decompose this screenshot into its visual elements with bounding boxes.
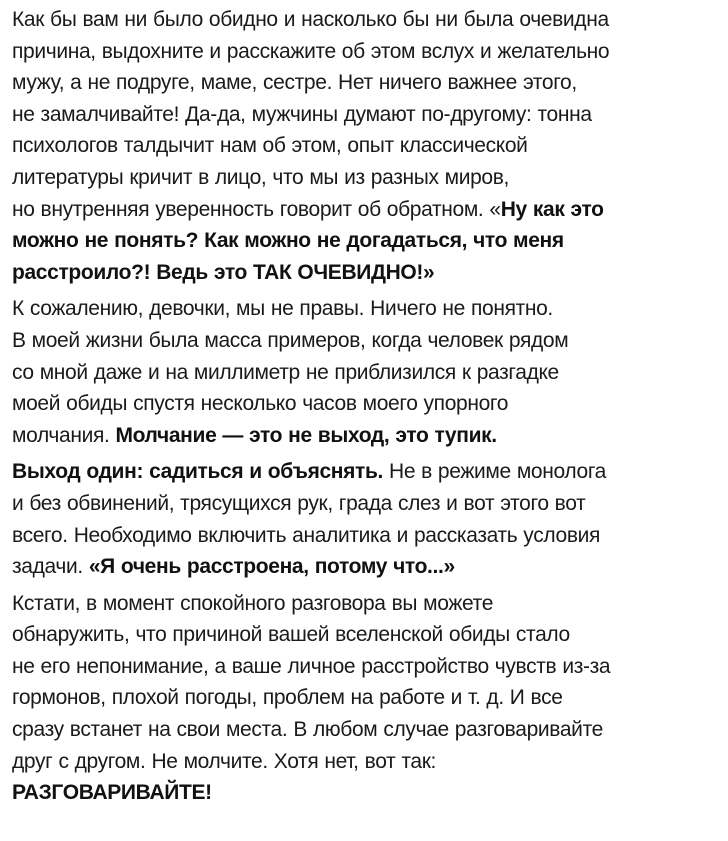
text-line — [12, 99, 724, 131]
text-segment: причина, выдохните и расскажите об этом вслух и желательно — [12, 39, 610, 63]
text-segment: со мной даже и на миллиметр не приблизился к разгадке — [12, 360, 559, 384]
text-segment: но внутренняя уверенность говорит об обратном. « — [12, 197, 501, 221]
text-line — [12, 420, 724, 452]
text-line — [12, 456, 724, 488]
text-line — [12, 325, 724, 357]
text-segment: не замалчивайте! Да-да, мужчины думают по-другому: тонна — [12, 102, 592, 126]
text-segment: молчания. — [12, 423, 116, 447]
text-line — [12, 520, 724, 552]
text-segment: Кстати, в момент спокойного разговора вы можете — [12, 591, 494, 615]
text-line — [12, 257, 724, 289]
text-line — [12, 194, 724, 226]
text-line — [12, 357, 724, 389]
text-segment: моей обиды спустя несколько часов моего упорного — [12, 392, 509, 416]
text-line — [12, 130, 724, 162]
article-body — [12, 4, 724, 814]
text-line — [12, 225, 724, 257]
text-line — [12, 388, 724, 420]
bold-text: РАЗГОВАРИВАЙТЕ! — [12, 781, 212, 805]
text-line — [12, 36, 724, 68]
text-line — [12, 4, 724, 36]
text-line — [12, 67, 724, 99]
text-line — [12, 551, 724, 583]
bold-text: расстроило?! Ведь это ТАК ОЧЕВИДНО!» — [12, 260, 435, 284]
bold-text: можно не понять? Как можно не догадаться, что меня — [12, 229, 564, 253]
bold-text: Молчание — это не выход, это тупик. — [115, 423, 497, 447]
text-segment: К сожалению, девочки, мы не правы. Ничего не понятно. — [12, 297, 553, 321]
text-line — [12, 619, 724, 651]
paragraph — [12, 588, 724, 809]
text-segment: всего. Необходимо включить аналитика и рассказать условия — [12, 523, 601, 547]
text-line — [12, 746, 724, 778]
text-segment: не его непонимание, а ваше личное расстройство чувств из-за — [12, 654, 611, 678]
text-line — [12, 777, 724, 809]
text-line — [12, 651, 724, 683]
text-line — [12, 488, 724, 520]
text-segment: литературы кричит в лицо, что мы из разных миров, — [12, 165, 510, 189]
paragraph — [12, 4, 724, 288]
text-segment: друг с другом. Не молчите. Хотя нет, вот так: — [12, 749, 437, 773]
text-segment: психологов талдычит нам об этом, опыт классической — [12, 134, 528, 158]
text-line — [12, 293, 724, 325]
text-segment: Не в режиме монолога — [383, 460, 606, 484]
text-segment: задачи. — [12, 555, 89, 579]
text-segment: обнаружить, что причиной вашей вселенской обиды стало — [12, 623, 570, 647]
text-line — [12, 588, 724, 620]
bold-text: Выход один: садиться и объяснять. — [12, 460, 384, 484]
text-line — [12, 682, 724, 714]
text-segment: мужу, а не подруге, маме, сестре. Нет ничего важнее этого, — [12, 71, 577, 95]
paragraph — [12, 293, 724, 451]
paragraph — [12, 456, 724, 582]
text-line — [12, 162, 724, 194]
text-segment: гормонов, плохой погоды, проблем на работе и т. д. И все — [12, 686, 563, 710]
text-segment: Как бы вам ни было обидно и насколько бы ни была очевидна — [12, 8, 609, 31]
text-segment: сразу встанет на свои места. В любом случае разговаривайте — [12, 718, 603, 742]
bold-text: «Я очень расстроена, потому что...» — [88, 555, 455, 579]
text-line — [12, 714, 724, 746]
text-segment: и без обвинений, трясущихся рук, града слез и вот этого вот — [12, 491, 586, 515]
text-segment: В моей жизни была масса примеров, когда человек рядом — [12, 328, 569, 352]
bold-text: Ну как это — [500, 197, 604, 221]
